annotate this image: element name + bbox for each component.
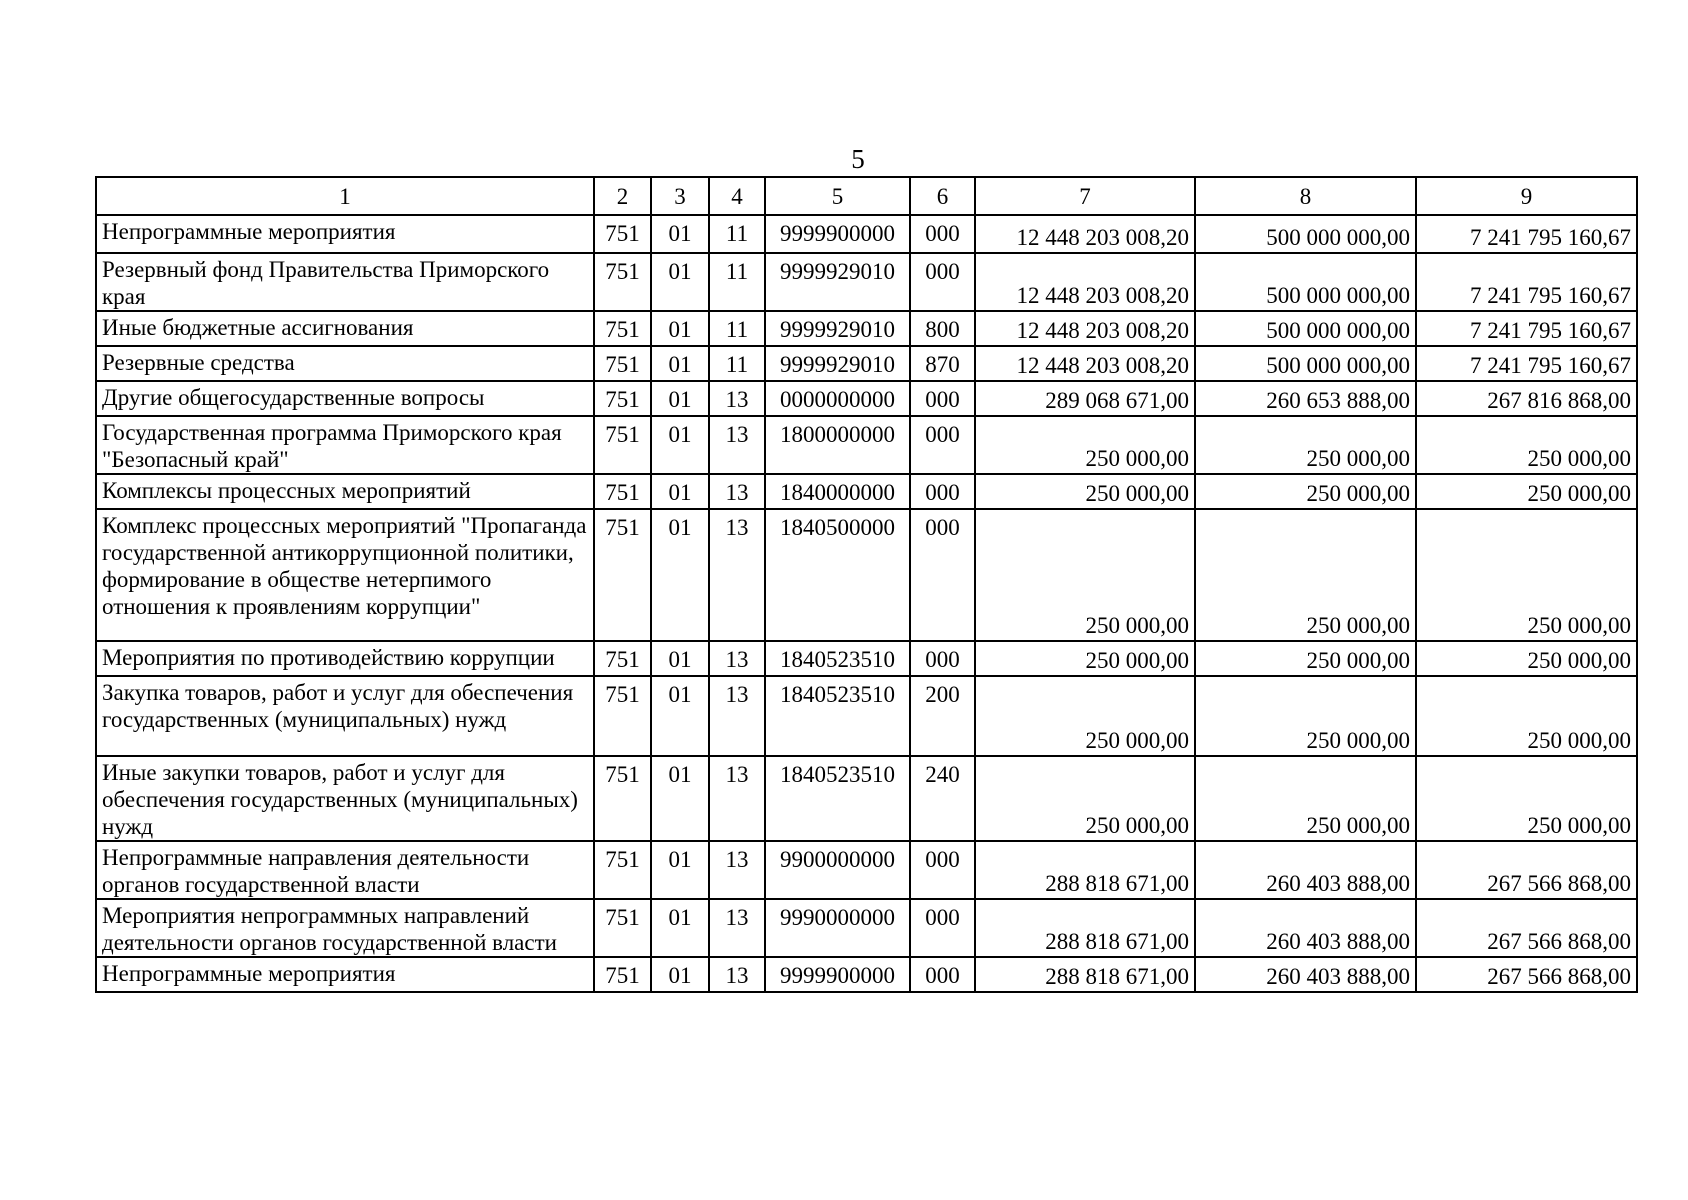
row-code-cell: 01 [651, 641, 709, 676]
row-code-cell: 870 [910, 346, 975, 381]
row-code-cell: 01 [651, 957, 709, 992]
table-row [96, 474, 1637, 509]
row-amount-cell: 12 448 203 008,20 [975, 346, 1195, 381]
row-name-cell: Мероприятия по противодействию коррупции [96, 641, 594, 676]
table-row [96, 756, 1637, 841]
row-code-cell: 751 [594, 957, 651, 992]
row-code-cell: 1840523510 [765, 676, 910, 756]
row-amount-cell: 289 068 671,00 [975, 381, 1195, 416]
row-code-cell: 751 [594, 756, 651, 841]
budget-table [95, 176, 1638, 993]
row-code-cell: 0000000000 [765, 381, 910, 416]
row-amount-cell: 500 000 000,00 [1195, 253, 1416, 311]
row-code-cell: 240 [910, 756, 975, 841]
row-code-cell: 751 [594, 215, 651, 253]
row-code-cell: 13 [709, 509, 765, 641]
row-code-cell: 01 [651, 841, 709, 899]
row-code-cell: 9999929010 [765, 346, 910, 381]
row-amount-cell: 7 241 795 160,67 [1416, 346, 1637, 381]
row-code-cell: 01 [651, 381, 709, 416]
row-code-cell: 000 [910, 957, 975, 992]
row-code-cell: 751 [594, 509, 651, 641]
row-amount-cell: 250 000,00 [1195, 641, 1416, 676]
row-code-cell: 01 [651, 676, 709, 756]
row-code-cell: 751 [594, 474, 651, 509]
row-code-cell: 9900000000 [765, 841, 910, 899]
table-row [96, 899, 1637, 957]
row-code-cell: 01 [651, 474, 709, 509]
row-code-cell: 000 [910, 641, 975, 676]
table-row [96, 957, 1637, 992]
row-name-cell: Резервные средства [96, 346, 594, 381]
row-name-cell: Иные бюджетные ассигнования [96, 311, 594, 346]
row-code-cell: 13 [709, 641, 765, 676]
row-amount-cell: 288 818 671,00 [975, 899, 1195, 957]
table-row [96, 311, 1637, 346]
row-code-cell: 751 [594, 381, 651, 416]
row-amount-cell: 260 653 888,00 [1195, 381, 1416, 416]
row-amount-cell: 250 000,00 [975, 509, 1195, 641]
row-name-cell: Непрограммные мероприятия [96, 215, 594, 253]
row-amount-cell: 250 000,00 [975, 756, 1195, 841]
row-code-cell: 000 [910, 509, 975, 641]
row-amount-cell: 7 241 795 160,67 [1416, 253, 1637, 311]
row-name-cell: Другие общегосударственные вопросы [96, 381, 594, 416]
row-amount-cell: 250 000,00 [975, 641, 1195, 676]
row-code-cell: 1840523510 [765, 756, 910, 841]
row-amount-cell: 7 241 795 160,67 [1416, 215, 1637, 253]
column-header: 4 [709, 177, 765, 215]
row-amount-cell: 250 000,00 [1195, 509, 1416, 641]
row-amount-cell: 267 566 868,00 [1416, 957, 1637, 992]
row-amount-cell: 267 566 868,00 [1416, 899, 1637, 957]
row-code-cell: 11 [709, 215, 765, 253]
row-amount-cell: 500 000 000,00 [1195, 346, 1416, 381]
row-code-cell: 01 [651, 215, 709, 253]
row-code-cell: 751 [594, 641, 651, 676]
row-name-cell: Комплексы процессных мероприятий [96, 474, 594, 509]
row-code-cell: 11 [709, 311, 765, 346]
row-code-cell: 13 [709, 474, 765, 509]
row-name-cell: Закупка товаров, работ и услуг для обеспечения государственных (муниципальных) нужд [96, 676, 594, 756]
row-amount-cell: 260 403 888,00 [1195, 899, 1416, 957]
row-name-cell: Непрограммные направления деятельности органов государственной власти [96, 841, 594, 899]
row-code-cell: 01 [651, 346, 709, 381]
column-header: 3 [651, 177, 709, 215]
row-amount-cell: 12 448 203 008,20 [975, 215, 1195, 253]
row-amount-cell: 250 000,00 [1416, 474, 1637, 509]
row-name-cell: Непрограммные мероприятия [96, 957, 594, 992]
row-code-cell: 200 [910, 676, 975, 756]
row-amount-cell: 250 000,00 [1195, 474, 1416, 509]
row-code-cell: 1840000000 [765, 474, 910, 509]
row-amount-cell: 250 000,00 [1195, 676, 1416, 756]
row-code-cell: 9990000000 [765, 899, 910, 957]
row-amount-cell: 250 000,00 [975, 676, 1195, 756]
column-header: 6 [910, 177, 975, 215]
column-header: 8 [1195, 177, 1416, 215]
table-row [96, 416, 1637, 474]
row-code-cell: 000 [910, 253, 975, 311]
row-amount-cell: 250 000,00 [1416, 676, 1637, 756]
row-code-cell: 11 [709, 346, 765, 381]
row-name-cell: Комплекс процессных мероприятий "Пропаганда государственной антикоррупционной политики, формирование в обществе нетерпимого отношения к проявлениям коррупции" [96, 509, 594, 641]
table-row [96, 346, 1637, 381]
page-number: 5 [851, 144, 865, 174]
table-row [96, 381, 1637, 416]
row-amount-cell: 250 000,00 [1416, 509, 1637, 641]
row-amount-cell: 267 566 868,00 [1416, 841, 1637, 899]
column-header: 7 [975, 177, 1195, 215]
row-name-cell: Мероприятия непрограммных направлений деятельности органов государственной власти [96, 899, 594, 957]
row-code-cell: 751 [594, 676, 651, 756]
column-header: 9 [1416, 177, 1637, 215]
row-code-cell: 751 [594, 841, 651, 899]
column-header: 2 [594, 177, 651, 215]
row-code-cell: 000 [910, 381, 975, 416]
row-code-cell: 13 [709, 841, 765, 899]
row-code-cell: 9999900000 [765, 957, 910, 992]
row-code-cell: 13 [709, 756, 765, 841]
row-code-cell: 01 [651, 416, 709, 474]
row-amount-cell: 500 000 000,00 [1195, 311, 1416, 346]
row-code-cell: 751 [594, 253, 651, 311]
row-code-cell: 800 [910, 311, 975, 346]
row-code-cell: 000 [910, 215, 975, 253]
row-amount-cell: 250 000,00 [1416, 756, 1637, 841]
row-code-cell: 13 [709, 381, 765, 416]
row-code-cell: 13 [709, 957, 765, 992]
row-code-cell: 01 [651, 253, 709, 311]
row-amount-cell: 7 241 795 160,67 [1416, 311, 1637, 346]
row-amount-cell: 250 000,00 [1416, 416, 1637, 474]
row-name-cell: Государственная программа Приморского края "Безопасный край" [96, 416, 594, 474]
row-code-cell: 751 [594, 311, 651, 346]
row-amount-cell: 250 000,00 [1195, 416, 1416, 474]
column-header: 5 [765, 177, 910, 215]
row-code-cell: 000 [910, 841, 975, 899]
row-code-cell: 01 [651, 899, 709, 957]
row-code-cell: 751 [594, 416, 651, 474]
row-amount-cell: 260 403 888,00 [1195, 957, 1416, 992]
table-row [96, 509, 1637, 641]
table-row [96, 841, 1637, 899]
row-amount-cell: 250 000,00 [1416, 641, 1637, 676]
column-header: 1 [96, 177, 594, 215]
row-amount-cell: 500 000 000,00 [1195, 215, 1416, 253]
row-code-cell: 01 [651, 756, 709, 841]
row-code-cell: 1840523510 [765, 641, 910, 676]
row-code-cell: 13 [709, 899, 765, 957]
table-row [96, 676, 1637, 756]
row-amount-cell: 267 816 868,00 [1416, 381, 1637, 416]
row-code-cell: 000 [910, 899, 975, 957]
row-code-cell: 01 [651, 509, 709, 641]
row-code-cell: 751 [594, 346, 651, 381]
table-row [96, 253, 1637, 311]
row-amount-cell: 288 818 671,00 [975, 841, 1195, 899]
row-code-cell: 11 [709, 253, 765, 311]
row-amount-cell: 12 448 203 008,20 [975, 311, 1195, 346]
row-name-cell: Иные закупки товаров, работ и услуг для обеспечения государственных (муниципальных) нужд [96, 756, 594, 841]
row-code-cell: 13 [709, 676, 765, 756]
row-code-cell: 13 [709, 416, 765, 474]
row-code-cell: 9999900000 [765, 215, 910, 253]
table-row [96, 641, 1637, 676]
row-amount-cell: 250 000,00 [975, 474, 1195, 509]
row-code-cell: 01 [651, 311, 709, 346]
row-code-cell: 9999929010 [765, 311, 910, 346]
row-amount-cell: 250 000,00 [1195, 756, 1416, 841]
row-code-cell: 751 [594, 899, 651, 957]
row-code-cell: 1840500000 [765, 509, 910, 641]
table-row [96, 215, 1637, 253]
row-name-cell: Резервный фонд Правительства Приморского края [96, 253, 594, 311]
header-row [96, 177, 1637, 215]
row-code-cell: 000 [910, 474, 975, 509]
row-code-cell: 1800000000 [765, 416, 910, 474]
row-amount-cell: 12 448 203 008,20 [975, 253, 1195, 311]
row-amount-cell: 260 403 888,00 [1195, 841, 1416, 899]
row-code-cell: 9999929010 [765, 253, 910, 311]
row-amount-cell: 288 818 671,00 [975, 957, 1195, 992]
row-amount-cell: 250 000,00 [975, 416, 1195, 474]
row-code-cell: 000 [910, 416, 975, 474]
